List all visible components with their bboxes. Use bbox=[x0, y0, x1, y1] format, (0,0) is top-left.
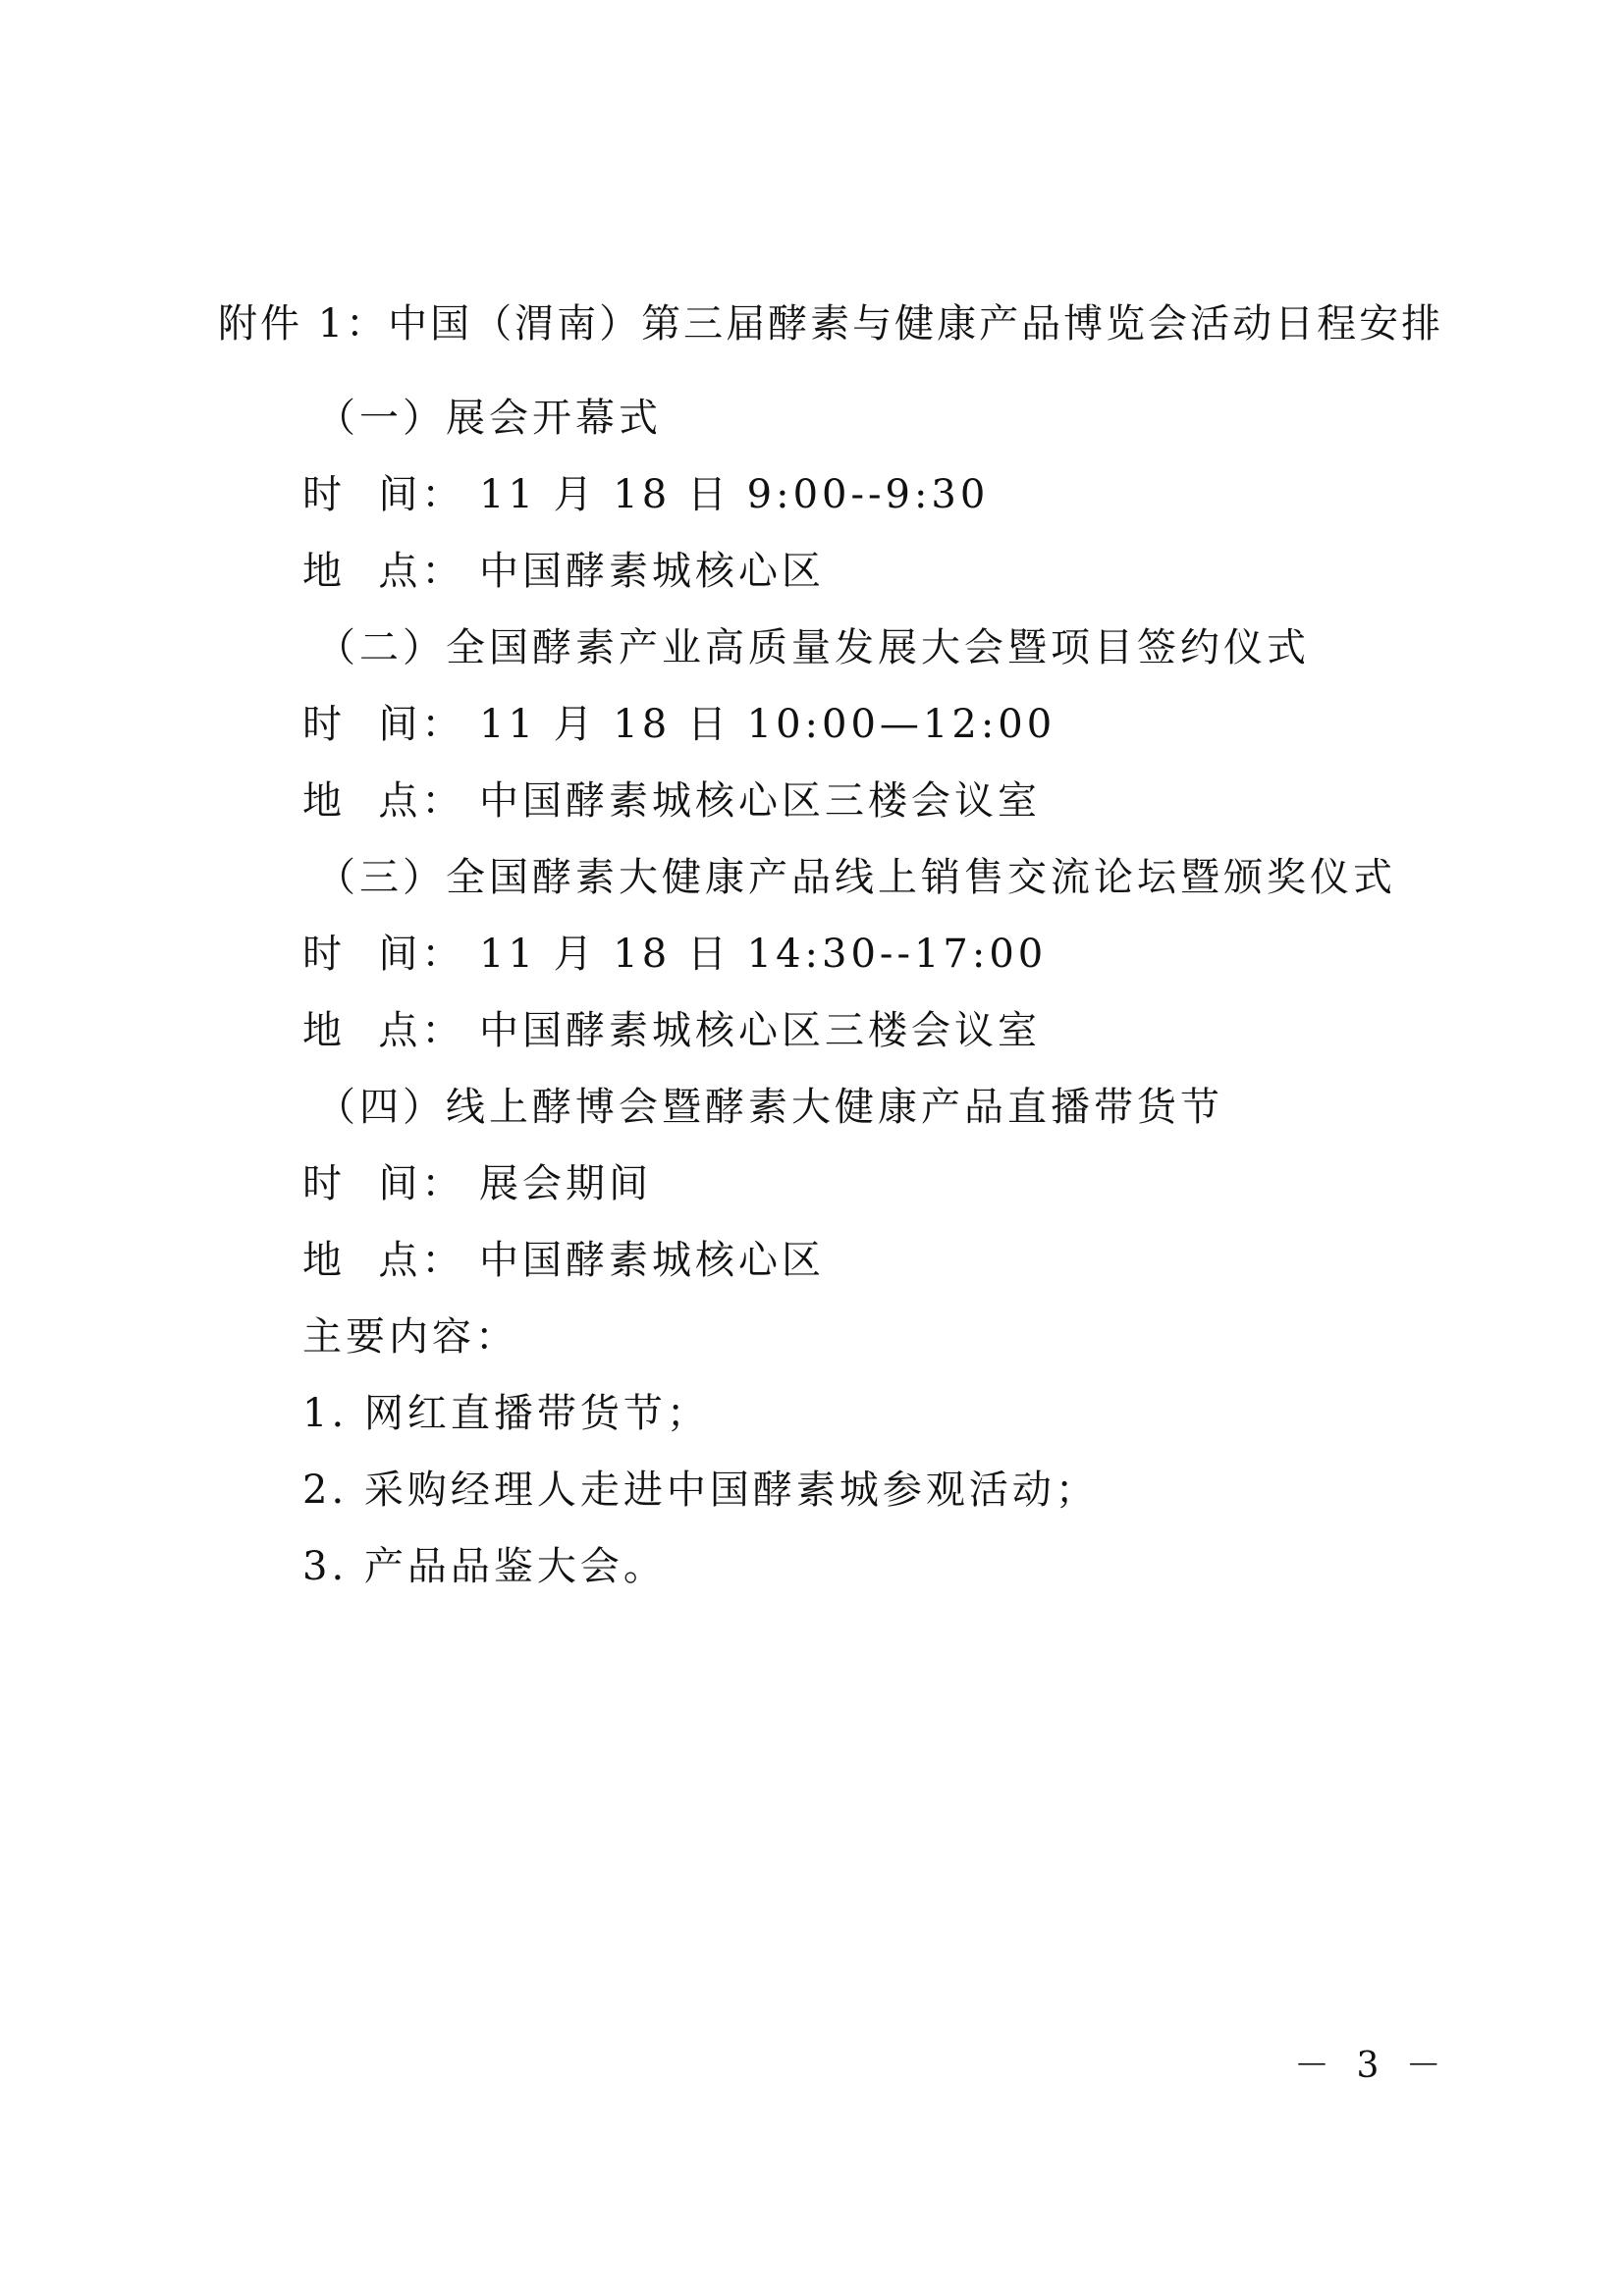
time-label: 时 间： bbox=[302, 1161, 465, 1206]
section-place-row-4 bbox=[302, 1233, 1432, 1309]
time-value: 展会期间 bbox=[479, 1161, 652, 1206]
section-place-row-1 bbox=[302, 544, 1432, 620]
section-heading-4: （四）线上酵博会暨酵素大健康产品直播带货节 bbox=[316, 1085, 1223, 1130]
place-value: 中国酵素城核心区三楼会议室 bbox=[479, 778, 1041, 824]
time-value: 11 月 18 日 9:00--9:30 bbox=[479, 472, 990, 517]
time-value: 11 月 18 日 14:30--17:00 bbox=[479, 932, 1048, 977]
section-place-row-3 bbox=[302, 1003, 1432, 1080]
place-label: 地 点： bbox=[302, 1008, 465, 1053]
place-label: 地 点： bbox=[302, 778, 465, 824]
section-place-row-2 bbox=[302, 774, 1432, 850]
document-body bbox=[302, 391, 1432, 1616]
document-title: 附件 1：中国（渭南）第三届酵素与健康产品博览会活动日程安排 bbox=[218, 301, 1444, 347]
section-heading-1: （一）展会开幕式 bbox=[316, 396, 662, 441]
section-time-row-3 bbox=[302, 927, 1432, 1003]
section-heading-2: （二）全国酵素产业高质量发展大会暨项目签约仪式 bbox=[316, 625, 1310, 670]
time-label: 时 间： bbox=[302, 932, 465, 977]
place-value: 中国酵素城核心区 bbox=[479, 1238, 825, 1283]
page-number: － 3 － bbox=[1294, 2046, 1449, 2086]
place-label: 地 点： bbox=[302, 549, 465, 594]
time-label: 时 间： bbox=[302, 702, 465, 747]
time-value: 11 月 18 日 10:00—12:00 bbox=[479, 702, 1056, 747]
place-value: 中国酵素城核心区三楼会议室 bbox=[479, 1008, 1041, 1053]
content-item-2: 2. 采购经理人走进中国酵素城参观活动； bbox=[302, 1468, 1099, 1513]
place-label: 地 点： bbox=[302, 1238, 465, 1283]
content-label: 主要内容： bbox=[302, 1314, 518, 1360]
section-heading-3: （三）全国酵素大健康产品线上销售交流论坛暨颁奖仪式 bbox=[316, 855, 1396, 900]
time-label: 时 间： bbox=[302, 472, 465, 517]
content-item-3: 3. 产品品鉴大会。 bbox=[302, 1544, 667, 1589]
section-time-row-2 bbox=[302, 697, 1432, 774]
place-value: 中国酵素城核心区 bbox=[479, 549, 825, 594]
content-item-1: 1. 网红直播带货节； bbox=[302, 1391, 710, 1436]
section-time-row-1 bbox=[302, 467, 1432, 544]
section-time-row-4 bbox=[302, 1156, 1432, 1233]
